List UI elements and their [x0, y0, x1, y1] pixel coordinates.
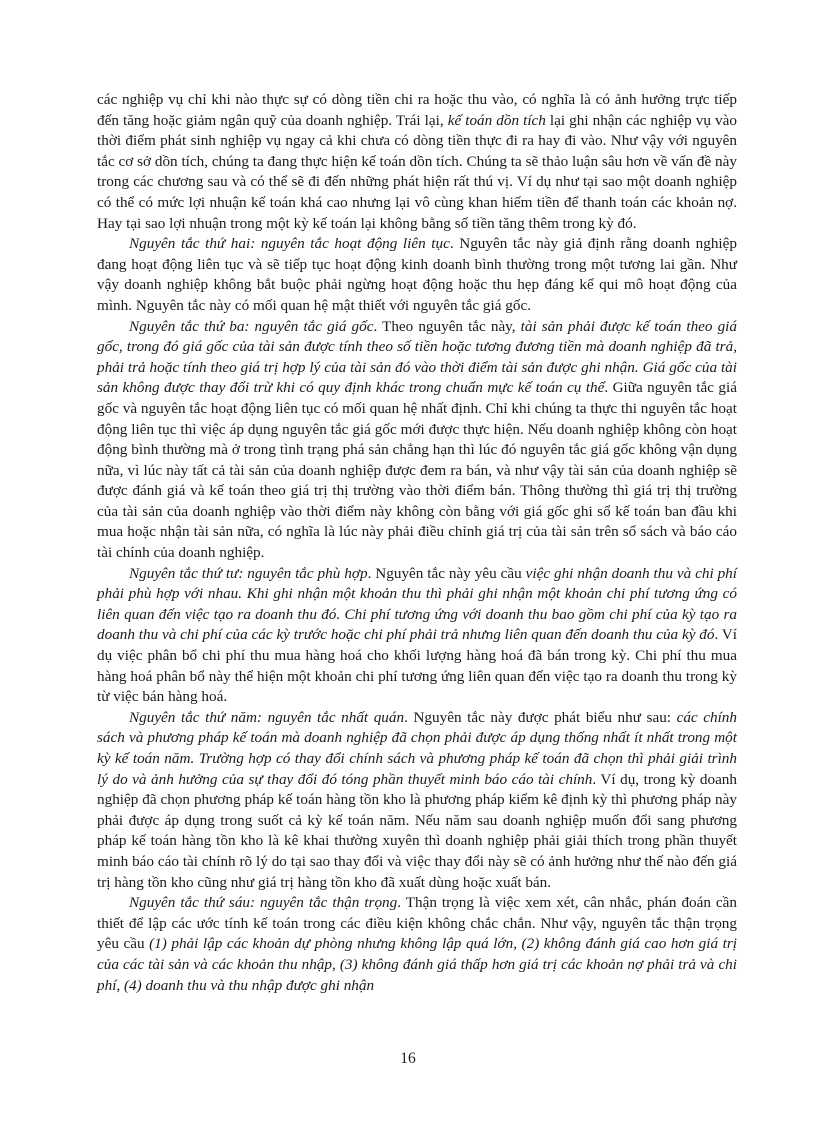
paragraph-matching: [97, 564, 737, 708]
page-number: 16: [400, 1050, 416, 1067]
text-run: lại ghi nhận các nghiệp vụ vào thời điểm phát sinh nghiệp vụ ngay cả khi chưa có dòng tiền thực đi ra hay đi vào. Như vậy với nguyên tắc cơ sở dồn tích, chúng ta đang thực hiện kế toán dồn tích. Chúng ta sẽ thảo luận sâu hơn về vấn đề này trong các chương sau và có thể sẽ đi đến những phát hiện rất thú vị. Ví dụ như tại sao một doanh nghiệp có thể có mức lợi nhuận kế toán khá cao nhưng lại vô cùng khan hiếm tiền để thanh toán các khoản nợ. Hay tại sao lợi nhuận trong một kỳ kế toán lại không bằng số tiền tăng thêm trong kỳ đó.: [97, 111, 737, 232]
text-run: . Ví dụ, trong kỳ doanh nghiệp đã chọn phương pháp kế toán hàng tồn kho là phương pháp kiểm kê định kỳ thì phương pháp này phải được áp dụng trong suốt cả kỳ kế toán năm. Nếu năm sau doanh nghiệp muốn đổi sang phương pháp kế toán hàng tồn kho là kê khai thường xuyên thì doanh nghiệp phải giải thích trong phần thuyết minh báo cáo tài chính rõ lý do tại sao thay đổi và việc thay đổi này sẽ có ảnh hưởng như thế nào đến giá trị hàng tồn kho cũng như giá trị hàng tồn kho đã xuất dùng hoặc xuất bán.: [97, 770, 737, 891]
text-run: . Theo nguyên tắc này,: [373, 317, 521, 335]
italic-definition: tài sản phải được kế toán theo giá gốc, trong đó giá gốc của tài sản được tính theo số tiền hoặc tương đương tiền mà doanh nghiệp đã trả, phải trả hoặc tính theo giá trị hợp lý của tài sản đó vào thời điểm tài sản được ghi nhận. Giá gốc của tài sản không được thay đổi trừ khi có quy định khác trong chuẩn mực kế toán cụ thể: [97, 317, 737, 397]
principle-heading: Nguyên tắc thứ tư: nguyên tắc phù hợp: [129, 564, 368, 582]
body-text: [97, 90, 737, 996]
text-run: . Nguyên tắc này được phát biểu như sau:: [404, 708, 677, 726]
principle-heading: Nguyên tắc thứ ba: nguyên tắc giá gốc: [129, 317, 374, 335]
text-run: các nghiệp vụ chỉ khi nào thực sự có dòng tiền chi ra hoặc thu vào, có nghĩa là có ảnh hưởng trực tiếp đến tăng hoặc giảm ngân quỹ của doanh nghiệp. Trái lại,: [97, 91, 737, 129]
principle-heading: Nguyên tắc thứ hai: nguyên tắc hoạt động liên tục: [129, 235, 450, 253]
italic-definition: các chính sách và phương pháp kế toán mà doanh nghiệp đã chọn phải được áp dụng thống nhất ít nhất trong một kỳ kế toán năm. Trường hợp có thay đổi chính sách và phương pháp kế toán đã chọn thì phải giải trình lý do và ảnh hưởng của sự thay đổi đó tóng phần thuyết minh báo cáo tài chính: [97, 708, 737, 788]
text-run: . Thận trọng là việc xem xét, cân nhắc, phán đoán cần thiết để lập các ước tính kế toán trong các điều kiện không chắc chắn. Như vậy, nguyên tắc thận trọng yêu cầu: [97, 894, 738, 953]
paragraph-going-concern: [97, 234, 737, 316]
italic-term: kế toán dồn tích: [447, 111, 546, 129]
text-run: . Nguyên tắc này giả định rằng doanh nghiệp đang hoạt động liên tục và sẽ tiếp tục hoạt động kinh doanh bình thường trong một tương lai gần. Như vậy doanh nghiệp không bắt buộc phải ngừng hoạt động hoặc thu hẹp đáng kể qui mô hoạt động của mình. Nguyên tắc này có mối quan hệ mật thiết với nguyên tắc giá gốc.: [97, 235, 737, 314]
text-run: . Ví dụ việc phân bổ chi phí thu mua hàng hoá cho khối lượng hàng hoá đã bán trong kỳ. Chi phí thu mua hàng hoá phân bổ này thể hiện một khoản chi phí tương ứng liên quan đến việc tạo ra doanh thu trong kỳ từ việc bán hàng hoá.: [97, 626, 737, 706]
italic-definition: việc ghi nhận doanh thu và chi phí phải phù hợp với nhau. Khi ghi nhận một khoản thu thì phải ghi nhận một khoản chi phí tương ứng có liên quan đến việc tạo ra doanh thu đó. Chi phí tương ứng với doanh thu bao gồm chi phí của kỳ tạo ra doanh thu và chi phí của các kỳ trước hoặc chi phí phải trả nhưng liên quan đến doanh thu của kỳ đó: [97, 564, 737, 644]
principle-heading: Nguyên tắc thứ sáu: nguyên tắc thận trọng: [129, 894, 398, 912]
paragraph-accrual-continued: [97, 90, 737, 234]
paragraph-prudence: [97, 893, 737, 996]
italic-definition: (1) phải lập các khoản dự phòng nhưng không lập quá lớn, (2) không đánh giá cao hơn giá trị của các tài sản và các khoản thu nhập, (3) không đánh giá thấp hơn giá trị các khoản nợ phải trả và chi phí, (4) doanh thu và thu nhập được ghi nhận: [97, 935, 737, 994]
principle-heading: Nguyên tắc thứ năm: nguyên tắc nhất quán: [129, 708, 405, 726]
text-run: . Giữa nguyên tắc giá gốc và nguyên tắc hoạt động liên tục có mối quan hệ nhất định. Chỉ khi chúng ta thực thi nguyên tắc hoạt động liên tục thì việc áp dụng nguyên tắc giá gốc mới được thực hiện. Nếu doanh nghiệp không còn hoạt động bình thường mà ở trong tình trạng phá sản chẳng hạn thì lúc đó nguyên tắc giá gốc không vận dụng nữa, vì lúc này tất cả tài sản của doanh nghiệp được đem ra bán, và như vậy tài sản của doanh nghiệp sẽ được đánh giá và kế toán theo giá trị thị trường vào thời điểm bán. Thông thường thì giá trị thị trường của tài sản của doanh nghiệp vào thời điểm này không còn bằng với giá gốc ghi sổ kế toán ban đầu khi mua hoặc nhận tài sản nữa, có nghĩa là lúc này phải điều chỉnh giá trị của tài sản trên sổ sách và báo cáo tài chính của doanh nghiệp.: [97, 379, 737, 562]
text-run: . Nguyên tắc này yêu cầu: [367, 564, 526, 582]
paragraph-consistency: [97, 708, 737, 893]
paragraph-historical-cost: [97, 317, 737, 564]
